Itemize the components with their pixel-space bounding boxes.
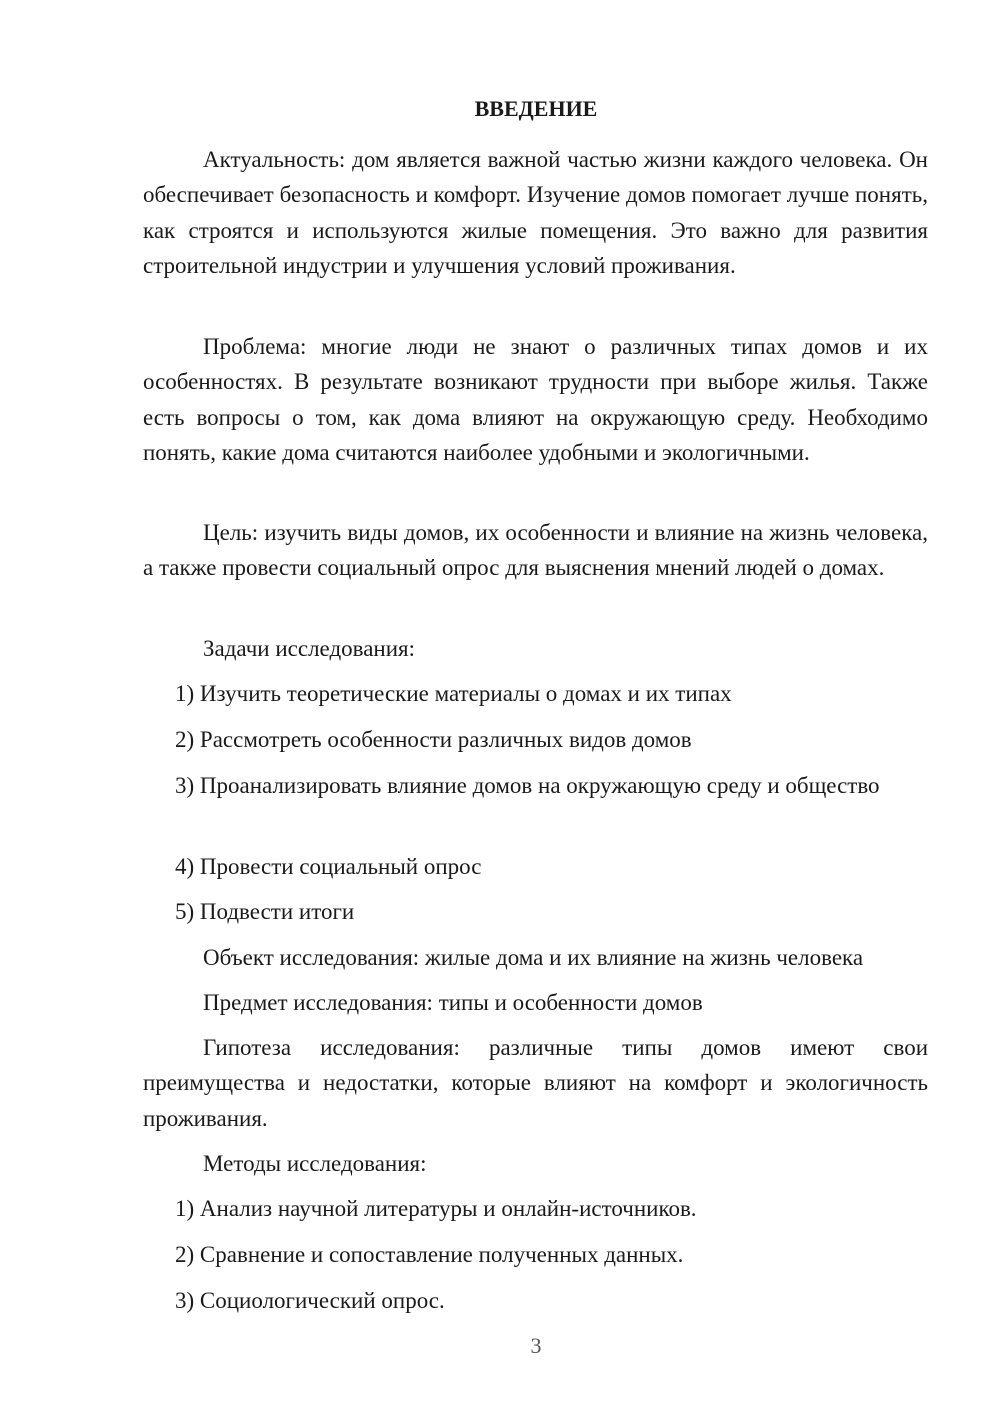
method-item: 3) Социологический опрос. xyxy=(175,1288,445,1313)
task-item: 5) Подвести итоги xyxy=(175,899,355,924)
task-item: 1) Изучить теоретические материалы о домах и их типах xyxy=(175,681,732,706)
task-item: 4) Провести социальный опрос xyxy=(175,854,482,879)
tasks-heading: Задачи исследования: xyxy=(203,636,416,661)
relevance-paragraph: Актуальность: дом является важной частью жизни каждого человека. Он обеспечивает безопасность и комфорт. Изучение домов помогает лучше понять, как строятся и используются жилые помещения. Это важно для развития строительной индустрии и улучшения условий проживания. xyxy=(143,147,928,278)
page-number: 3 xyxy=(530,1333,542,1358)
task-item: 3) Проанализировать влияние домов на окружающую среду и общество xyxy=(175,773,880,798)
object-line: Объект исследования: жилые дома и их влияние на жизнь человека xyxy=(203,945,864,970)
method-item: 1) Анализ научной литературы и онлайн-источников. xyxy=(175,1196,697,1221)
page-title: ВВЕДЕНИЕ xyxy=(474,96,598,121)
hypothesis-paragraph: Гипотеза исследования: различные типы домов имеют свои преимущества и недостатки, которые влияют на комфорт и экологичность проживания. xyxy=(143,1035,928,1131)
methods-heading: Методы исследования: xyxy=(203,1151,427,1176)
subject-line: Предмет исследования: типы и особенности домов xyxy=(203,990,703,1015)
task-item: 2) Рассмотреть особенности различных видов домов xyxy=(175,727,692,752)
method-item: 2) Сравнение и сопоставление полученных данных. xyxy=(175,1242,684,1267)
goal-paragraph: Цель: изучить виды домов, их особенности и влияние на жизнь человека, а также провести социальный опрос для выяснения мнений людей о домах. xyxy=(143,520,928,581)
problem-paragraph: Проблема: многие люди не знают о различных типах домов и их особенностях. В результате возникают трудности при выборе жилья. Также есть вопросы о том, как дома влияют на окружающую среду. Необходимо понять, какие дома считаются наиболее удобными и экологичными. xyxy=(143,334,928,465)
